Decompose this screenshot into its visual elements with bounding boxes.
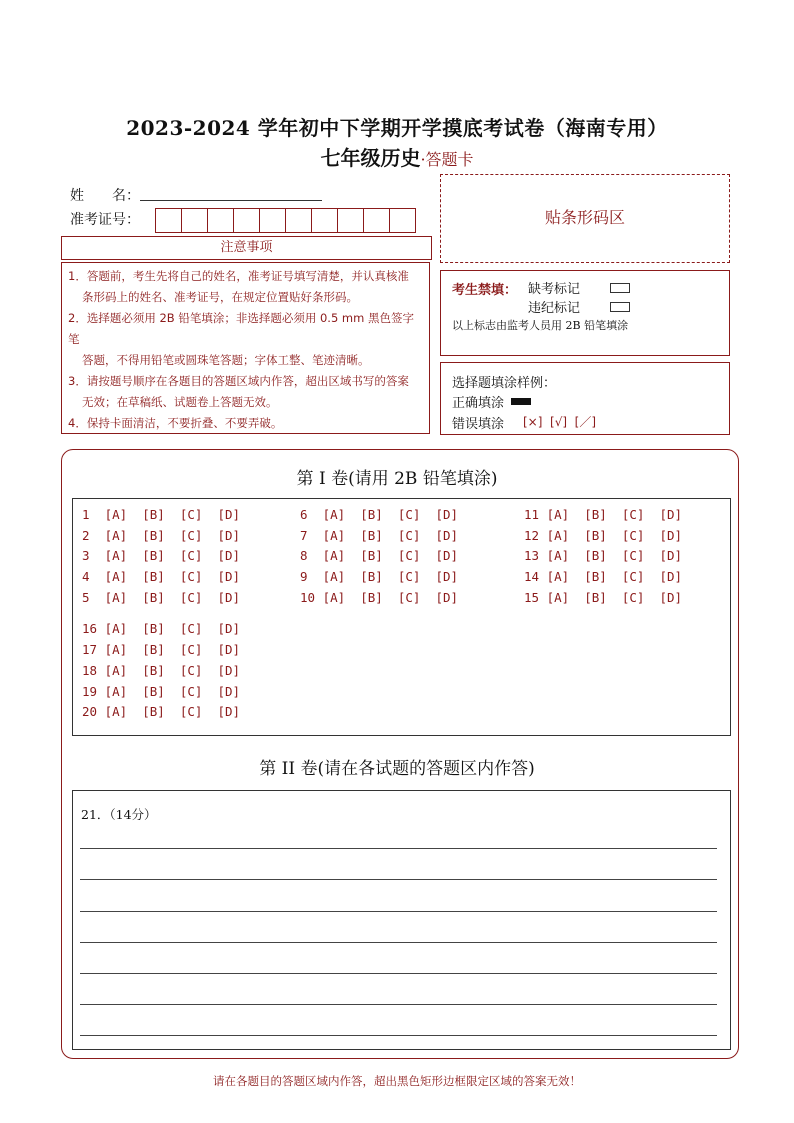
notice-item-2: 2．选择题必须用 2B 铅笔填涂；非选择题必须用 0.5 mm 黑色签字笔 <box>68 311 414 346</box>
mc-question-11[interactable]: 11 [A] [B] [C] [D] <box>524 507 683 522</box>
answer-line[interactable] <box>80 879 717 880</box>
answer-line[interactable] <box>80 973 717 974</box>
wrong-fill-label: 错误填涂 <box>452 417 505 432</box>
notice-item-2-cont: 答题，不得用铅笔或圆珠笔答题；字体工整、笔迹清晰。 <box>82 353 370 367</box>
mc-question-20[interactable]: 20 [A] [B] [C] [D] <box>82 704 241 719</box>
correct-fill-sample <box>511 398 531 405</box>
mc-question-12[interactable]: 12 [A] [B] [C] [D] <box>524 528 683 543</box>
examiner-only-box <box>440 270 730 356</box>
answer-line[interactable] <box>80 911 717 912</box>
mc-question-13[interactable]: 13 [A] [B] [C] [D] <box>524 548 683 563</box>
mc-question-9[interactable]: 9 [A] [B] [C] [D] <box>300 569 459 584</box>
exam-id-digit-box[interactable] <box>233 208 260 233</box>
exam-id-label: 准考证号： <box>70 212 140 228</box>
mc-question-10[interactable]: 10 [A] [B] [C] [D] <box>300 590 459 605</box>
fill-example-box <box>440 362 730 435</box>
mc-question-16[interactable]: 16 [A] [B] [C] [D] <box>82 621 241 636</box>
mc-question-7[interactable]: 7 [A] [B] [C] [D] <box>300 528 459 543</box>
exam-id-digit-box[interactable] <box>337 208 364 233</box>
notice-item-3: 3．请按题号顺序在各题目的答题区域内作答，超出区域书写的答案 <box>68 374 409 388</box>
exam-title: 2023-2024 学年初中下学期开学摸底考试卷（海南专用） <box>126 116 668 140</box>
violation-mark-label: 违纪标记 <box>528 301 581 316</box>
exam-id-digit-box[interactable] <box>155 208 182 233</box>
name-field[interactable] <box>140 200 322 201</box>
violation-mark-box[interactable] <box>610 302 630 312</box>
subject-name: 七年级历史 <box>320 146 421 170</box>
mc-question-14[interactable]: 14 [A] [B] [C] [D] <box>524 569 683 584</box>
mc-question-3[interactable]: 3 [A] [B] [C] [D] <box>82 548 241 563</box>
notice-item-1-cont: 条形码上的姓名、准考证号，在规定位置贴好条形码。 <box>82 290 358 304</box>
written-answer-box <box>72 790 731 1050</box>
question-21-label: 21．（14分） <box>81 807 157 822</box>
barcode-area: 贴条形码区 <box>440 174 730 263</box>
notice-item-1: 1．答题前，考生先将自己的姓名，准考证号填写清楚，并认真核准 <box>68 269 409 283</box>
exam-id-boxes[interactable] <box>155 208 415 233</box>
name-label: 姓 名： <box>70 188 140 204</box>
mc-question-19[interactable]: 19 [A] [B] [C] [D] <box>82 684 241 699</box>
mc-question-4[interactable]: 4 [A] [B] [C] [D] <box>82 569 241 584</box>
mc-question-18[interactable]: 18 [A] [B] [C] [D] <box>82 663 241 678</box>
notice-heading: 注意事项 <box>61 236 432 260</box>
mc-question-5[interactable]: 5 [A] [B] [C] [D] <box>82 590 241 605</box>
absent-mark-label: 缺考标记 <box>528 282 581 297</box>
example-title: 选择题填涂样例： <box>452 376 557 391</box>
mc-question-6[interactable]: 6 [A] [B] [C] [D] <box>300 507 459 522</box>
absent-mark-box[interactable] <box>610 283 630 293</box>
answer-card-label: ·答题卡 <box>420 150 474 169</box>
notice-body <box>61 262 430 434</box>
mc-question-17[interactable]: 17 [A] [B] [C] [D] <box>82 642 241 657</box>
notice-item-3-cont: 无效；在草稿纸、试题卷上答题无效。 <box>82 395 278 409</box>
exam-id-digit-box[interactable] <box>285 208 312 233</box>
section1-title: 第 I 卷(请用 2B 铅笔填涂) <box>296 469 498 489</box>
exam-id-digit-box[interactable] <box>389 208 416 233</box>
answer-line[interactable] <box>80 848 717 849</box>
exam-id-digit-box[interactable] <box>259 208 286 233</box>
correct-fill-label: 正确填涂 <box>452 396 505 411</box>
footer-warning: 请在各题目的答题区域内作答，超出黑色矩形边框限定区域的答案无效！ <box>213 1074 581 1088</box>
section2-title: 第 II 卷(请在各试题的答题区内作答) <box>259 759 535 779</box>
exam-id-digit-box[interactable] <box>181 208 208 233</box>
wrong-fill-samples: [×] [√] [／] <box>523 415 597 429</box>
mc-question-8[interactable]: 8 [A] [B] [C] [D] <box>300 548 459 563</box>
exam-id-digit-box[interactable] <box>311 208 338 233</box>
answer-line[interactable] <box>80 1035 717 1036</box>
forbid-note: 以上标志由监考人员用 2B 铅笔填涂 <box>452 319 629 332</box>
mc-question-2[interactable]: 2 [A] [B] [C] [D] <box>82 528 241 543</box>
subject-title <box>0 142 794 171</box>
notice-item-4: 4．保持卡面清洁，不要折叠、不要弄破。 <box>68 416 283 430</box>
mc-question-15[interactable]: 15 [A] [B] [C] [D] <box>524 590 683 605</box>
answer-line[interactable] <box>80 942 717 943</box>
exam-id-digit-box[interactable] <box>207 208 234 233</box>
mc-question-1[interactable]: 1 [A] [B] [C] [D] <box>82 507 241 522</box>
exam-id-digit-box[interactable] <box>363 208 390 233</box>
answer-line[interactable] <box>80 1004 717 1005</box>
forbid-label: 考生禁填： <box>452 283 518 298</box>
